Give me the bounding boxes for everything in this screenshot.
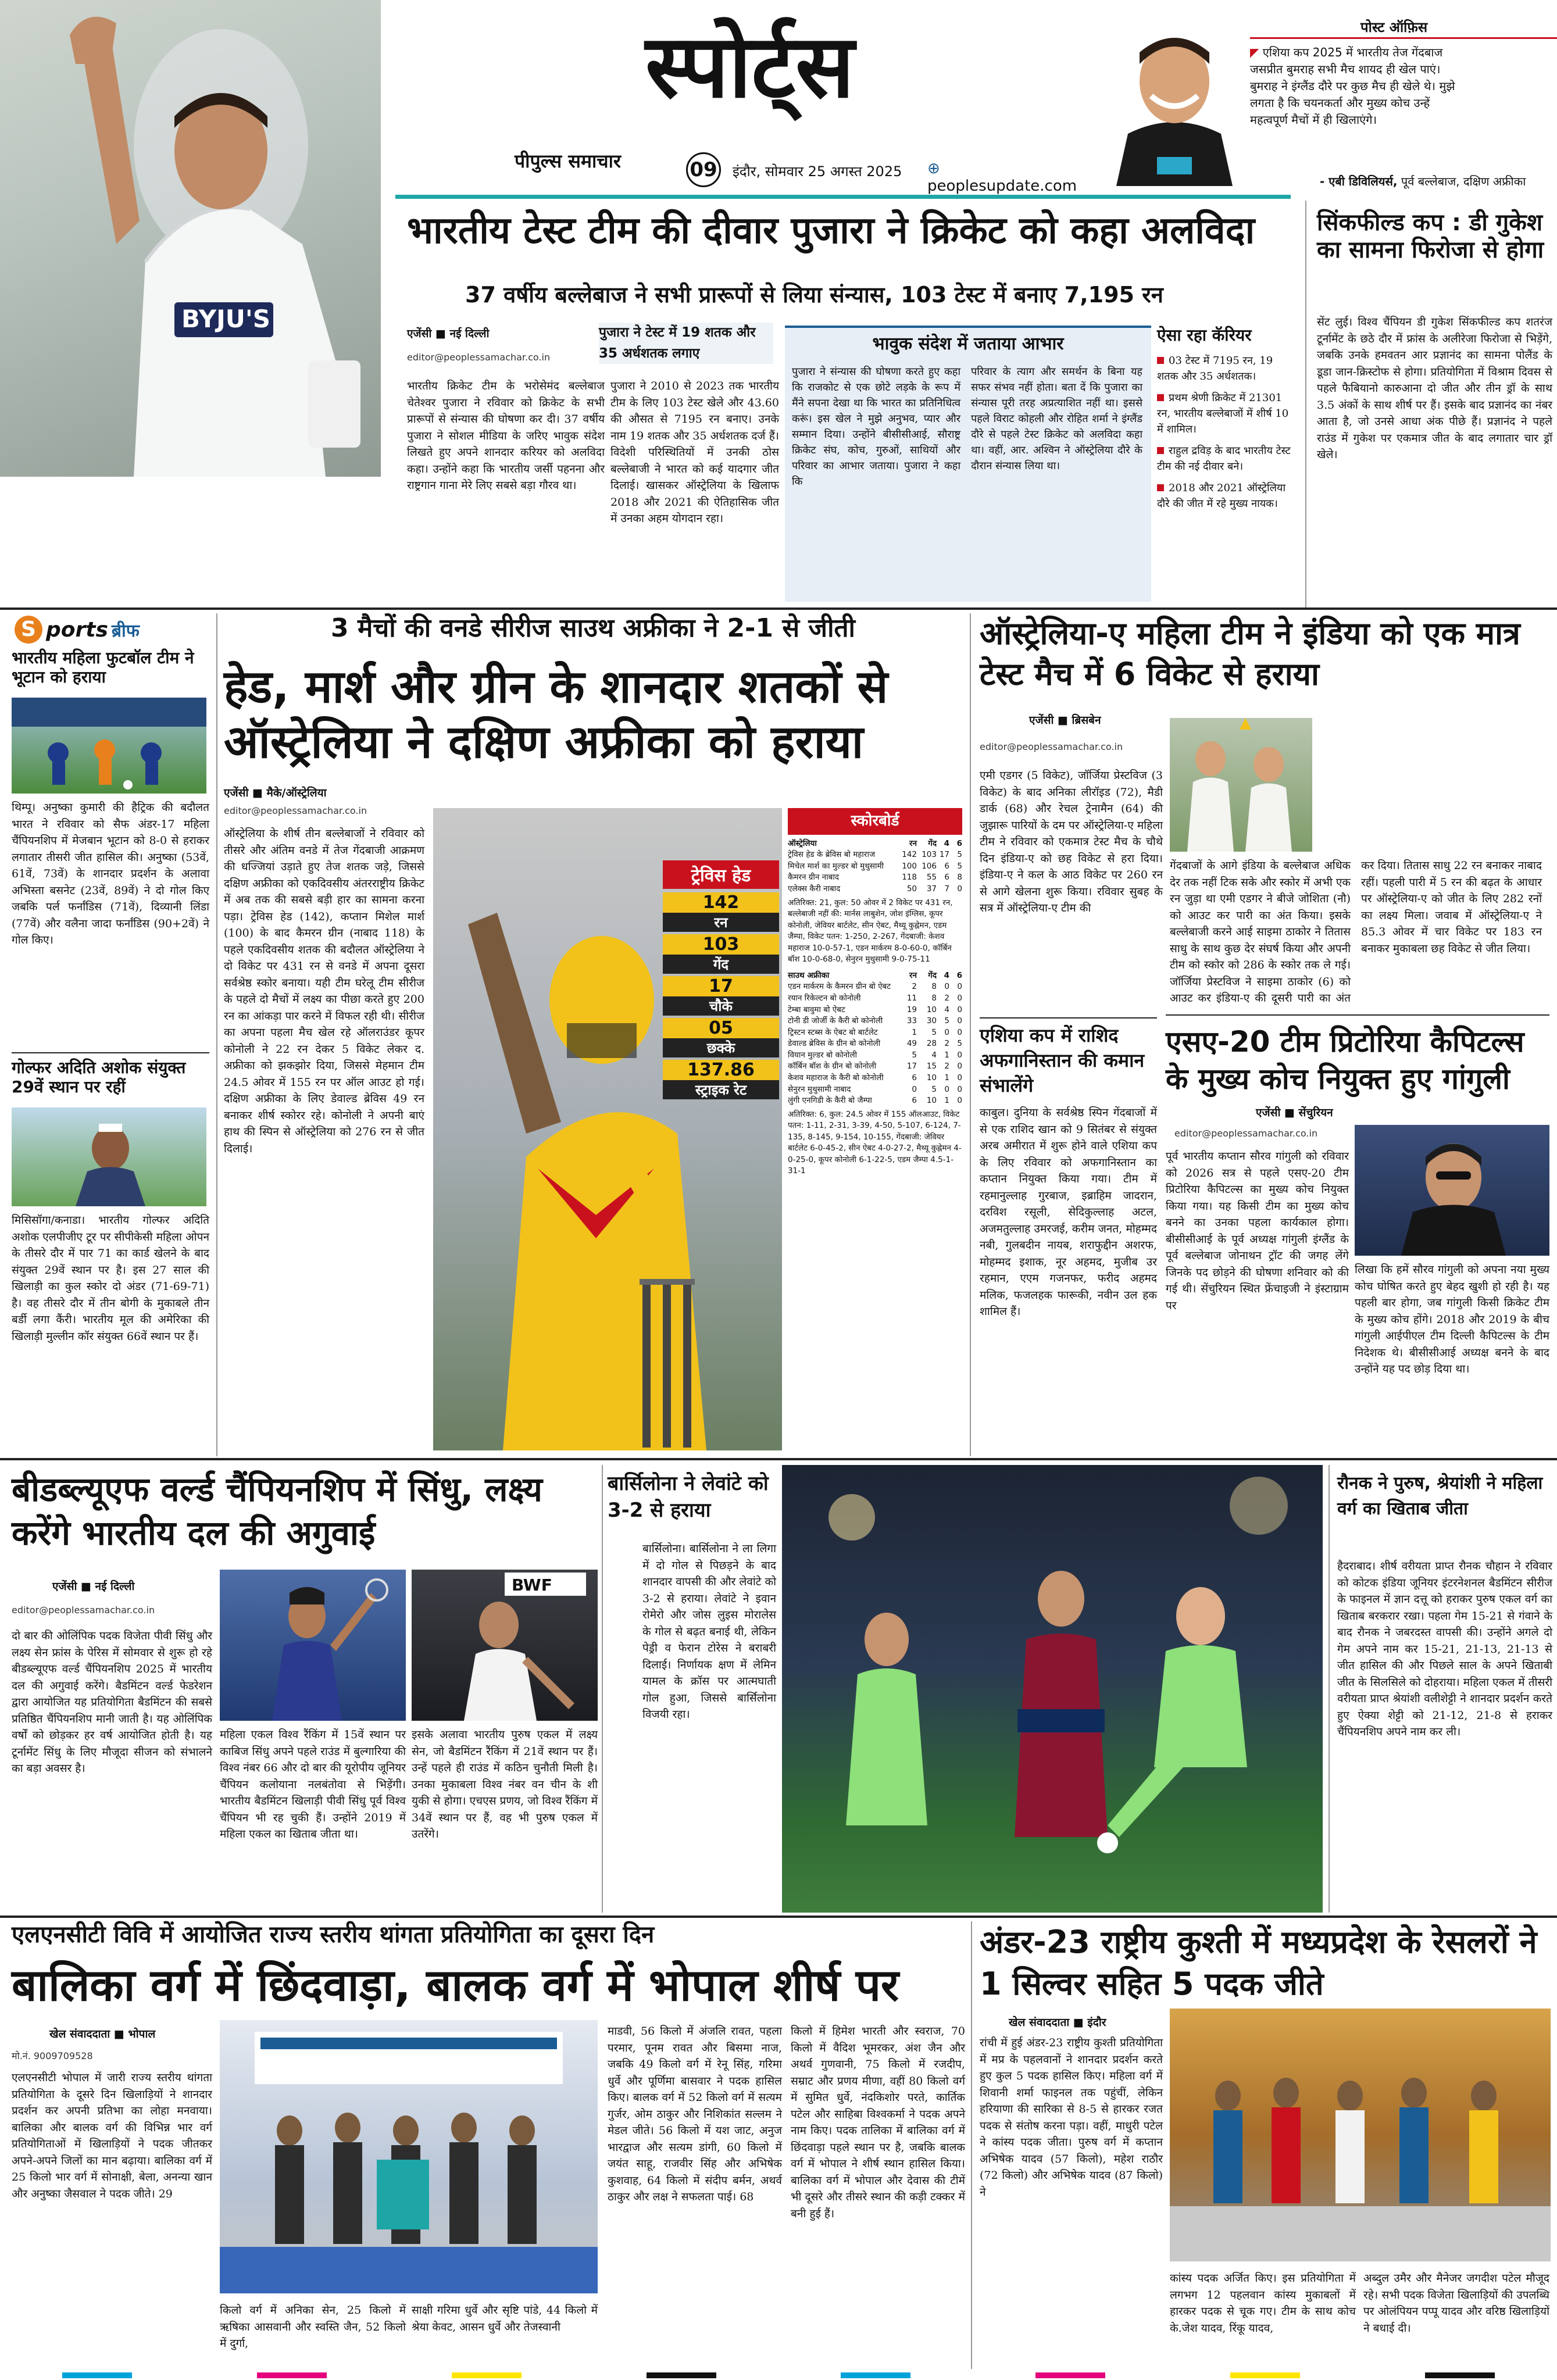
- batsman-stat: 5: [957, 850, 962, 860]
- batsman-stat: 5: [944, 1016, 949, 1026]
- batsman-stat: 15: [926, 1062, 937, 1071]
- sindhu-headline: बीडब्ल्यूएफ वर्ल्ड चैंपियनशिप में सिंधु, लक्ष्य करेंगे भारतीय दल की अगुवाई: [12, 1470, 542, 1553]
- score-extras-southafrica: अतिरिक्त: 6, कुल: 24.5 ओवर में 155 ऑलआउट, विकेट पतन: 1-11, 2-31, 3-39, 4-50, 5-107, 6-124, 7-135, 8-145, 9-154, 10-155, गेंदबाजी: जेवियर बार्टलेट 6-0-45-2, सीन ऐबट 4-0-27-2, मैथ्यू कुह्नेमन 4-0-25-0, कूपर कोनोली 6-1-22-5, एडम जैम्पा 4.5-1-31-1: [788, 1109, 962, 1176]
- website-url: peoplesupdate.com: [927, 177, 1077, 195]
- batsman-stat: 8: [931, 982, 937, 992]
- score-extras-australia: अतिरिक्त: 21, कुल: 50 ओवर में 2 विकेट पर 431 रन, बल्लेबाजी नहीं की: मार्नस लाबुशेन, जोश इंग्लिस, कूपर कोनोली, जेवियर बार्टलेट, सीन ऐबट, मैथ्यू कुह्नेमन, एडम जैम्पा, विकेट पतन: 1-250, 2-267, गेंदबाजी: केशव महाराज 10-0-57-1, एडन मार्करम 8-0-60-0, कॉर्बिन बॉश 10-0-68-0, सेनुरन मुथुसामी 9-0-75-11: [788, 898, 953, 964]
- batsman-stat: 0: [957, 1062, 962, 1071]
- scoreboard-title: स्कोरबोर्ड: [788, 808, 962, 835]
- score-row: [788, 884, 962, 895]
- football-photo: [12, 698, 206, 794]
- column-divider: [216, 613, 217, 1456]
- batsman-stat: 5: [912, 1050, 917, 1060]
- batsman-stat: 30: [926, 1016, 937, 1026]
- sinquefield-headline: सिंकफील्ड कप : डी गुकेश का सामना फिरोजा से होगा: [1317, 209, 1544, 264]
- score-team-row: [788, 838, 962, 850]
- post-office-label: पोस्ट ऑफ़िस: [1360, 19, 1428, 35]
- pujara-stat-head: पुजारा ने टेस्ट में 19 शतक और 35 अर्धशतक लगाए: [599, 323, 773, 364]
- thang-body-1: एलएनसीटी भोपाल में जारी राज्य स्तरीय थांगता प्रतियोगिता के दूसरे दिन खिलाड़ियों ने शानदार प्रदर्शन कर अपनी प्रतिभा का लोहा मनवाया। बालिका और बालक वर्ग की विभिन्न भार वर्ग प्रतियोगिताओं में खिलाड़ियों ने पदक जीतकर अपने-अपने जिलों का मान बढ़ाया। बालिका वर्ग में 25 किलो भार वर्ग में सोनाक्षी, बेला, अनन्या खान और अनुष्का जैसवाल ने पदक जीते। 29: [12, 2071, 212, 2200]
- thang-byline: खेल संवाददाता ■ भोपाल: [49, 2028, 156, 2040]
- batsman-stat: 8: [931, 994, 937, 1003]
- ganguly-body-1: पूर्व भारतीय कप्तान सौरव गांगुली को रविवार को 2026 सत्र से पहले एसए-20 टीम प्रिटोरिया कैपिटल्स का मुख्य कोच नियुक्त किया गया। यह किसी टीम का मुख्य कोच बनने का उनका पहला कार्यकाल होगा। बीसीसीआई के पूर्व अध्यक्ष गांगुली इंग्लैंड के पूर्व बल्लेबाज जोनाथन ट्रॉट की जगह लेंगे जिनके पद छोड़ने की घोषणा शनिवार को की गई थी। सेंचुरियन स्थित फ्रेंचाइजी ने इंस्टाग्राम पर: [1166, 1150, 1349, 1312]
- stat-label: रन: [663, 913, 779, 932]
- odi-headline: हेड, मार्श और ग्रीन के शानदार शतकों से ऑस्ट्रेलिया ने दक्षिण अफ्रीका को हराया: [224, 661, 888, 769]
- pujara-email: editor@peoplessamachar.co.in: [407, 352, 551, 363]
- career-item-text: 03 टेस्ट में 7195 रन, 19 शतक और 35 अर्धशतक।: [1157, 355, 1273, 383]
- post-office-line: जसप्रीत बुमराह सभी मैच शायद ही खेल पाएं।: [1250, 62, 1441, 76]
- pujara-headline: भारतीय टेस्ट टीम की दीवार पुजारा ने क्रिकेट को कहा अलविदा: [407, 209, 1255, 252]
- ganguly-headline: एसए-20 टीम प्रिटोरिया कैपिटल्स के मुख्य कोच नियुक्त हुए गांगुली: [1166, 1025, 1524, 1096]
- batsman-name: डेवाल्ड ब्रेविस के ग्रीन बो कोनोली: [788, 1039, 881, 1049]
- batsman-stat: 17: [906, 1062, 917, 1071]
- bullet-icon: [1157, 447, 1164, 454]
- sindhu-photo: [220, 1570, 406, 1721]
- wrestling-photo: [1170, 2009, 1551, 2261]
- sports-brief-logo: [15, 613, 140, 646]
- top-blue-rule: [395, 195, 1291, 199]
- lakshya-photo: [412, 1570, 598, 1721]
- batsman-stat: 0: [944, 982, 949, 992]
- thang-headline: बालिका वर्ग में छिंदवाड़ा, बालक वर्ग में भोपाल शीर्ष पर: [12, 1959, 899, 2011]
- brief-logo-text: ports: [46, 617, 108, 642]
- page-number: 09: [686, 152, 721, 187]
- batsman-name: केशव महाराज के कैरी बो कोनोली: [788, 1073, 884, 1082]
- odi-byline: एजेंसी ■ मैके/ऑस्ट्रेलिया: [224, 787, 327, 799]
- batsman-stat: 1: [944, 1096, 949, 1106]
- score-row: [788, 861, 962, 873]
- barcelona-photo: [782, 1465, 1323, 1913]
- column-divider: [971, 1921, 972, 2369]
- section-divider: [1166, 1014, 1549, 1016]
- score-row: [788, 1061, 962, 1073]
- stat-label: छक्के: [663, 1038, 779, 1057]
- batsman-stat: 118: [902, 873, 917, 882]
- print-mark: [1035, 2372, 1105, 2378]
- brief-logo-word: ब्रीफ: [111, 620, 140, 641]
- wrestling-body-1: रांची में हुई अंडर-23 राष्ट्रीय कुश्ती प्रतियोगिता में मप्र के पहलवानों ने शानदार प्रदर्शन करते हुए कुल 5 पदक हासिल किए। महिला वर्ग में शिवानी शर्मा फाइनल तक पहुंचीं, लेकिन हरियाणा की सारिका से 8-5 से हारकर रजत पदक से संतोष करना पड़ा। वहीं, माधुरी पटेल ने कांस्य पदक जीता। पुरुष वर्ग में कप्तान अभिषेक यादव (57 किलो), महेश राठौर (72 किलो) और अभिषेक यादव (87 किलो) ने: [980, 2036, 1163, 2199]
- stat-value: 142: [663, 892, 779, 913]
- batsman-stat: 10: [926, 1005, 937, 1014]
- post-office-quote: [1250, 44, 1557, 128]
- score-row: [788, 1005, 962, 1016]
- golfer-photo: [12, 1107, 206, 1206]
- wrestling-body-3: अब्दुल उमैर और मैनेजर जगदीश पटेल मौजूद रहे। सभी पदक विजेता खिलाड़ियों की उपलब्धि पर ओलंपियन पप्पू यादव और वरिष्ठ खिलाड़ियों ने बधाई दी।: [1363, 2272, 1549, 2335]
- batsman-stat: 0: [957, 1050, 962, 1060]
- batsman-name: एडन मार्करम के कैमरन ग्रीन बो ऐबट: [788, 982, 891, 992]
- batsman-stat: 4: [944, 1005, 949, 1014]
- score-row: [788, 1095, 962, 1107]
- stat-label: स्ट्राइक रेट: [663, 1080, 779, 1099]
- career-item: [1157, 353, 1297, 384]
- ganguly-body-2: लिखा कि हमें सौरव गांगुली को अपना नया मुख्य कोच घोषित करते हुए बेहद खुशी हो रही है। यह पहली बार होगा, जब गांगुली किसी क्रिकेट टीम के मुख्य कोच होंगे। 2018 और 2019 के बीच गांगुली आईपीएल टीम दिल्ली कैपिटल्स के टीम निदेशक थे। बीसीसीआई अध्यक्ष बनने के बाद उन्होंने यह पद छोड़ दिया था।: [1355, 1263, 1549, 1375]
- batsman-stat: 106: [922, 861, 937, 871]
- sindhu-body-3: इसके अलावा भारतीय पुरुष एकल में लक्ष्य सेन, जो बैडमिंटन रैंकिंग में 21वें स्थान पर हैं। उन्हें पहले ही राउंड में कठिन चुनौती मिली है। उनका मुकाबला विश्व नंबर वन चीन के शी युकी से होगा। एचएस प्रणय, जो विश्व रैंकिंग में 34वें स्थान पर हैं, वह भी पुरुष एकल में उतरेंगे।: [412, 1728, 598, 1841]
- thang-body-3: साक्षी गरिमा धुर्वे और सृष्टि पांडे, 44 किलो में श्रेया केवट, आसन धुर्वे और तेजस्वानी: [412, 2304, 598, 2333]
- batsman-name: कैमरन ग्रीन नाबाद: [788, 873, 840, 882]
- batsman-stat: 0: [957, 1084, 962, 1094]
- batsman-stat: 5: [931, 1027, 937, 1037]
- svg-text:BWF: BWF: [512, 1575, 552, 1595]
- thang-body-5: किलो में हिमेश भारती और स्वराज, 70 किलो में वैदिश भूमरकर, अंश जैन और अथर्व गुणवानी, 75 किलो में रजदीप, सम्राट और प्रणय मीणा, वहीं 80 किलो वर्ग में सुमित धुर्वे, नंदकिशोर परते, कार्तिक पटेल और साहिबा विश्वकर्मा ने पदक अपने नाम किए। पदक तालिका में बालिका वर्ग में छिंदवाड़ा पहले स्थान पर है, जबकि बालक वर्ग में भोपाल ने शीर्ष स्थान हासिल किया। बालिका वर्ग में भोपाल और देवास की टीमें भी दूसरे और तीसरे स्थान की कड़ी टक्कर में बनी हुई हैं।: [791, 2025, 965, 2220]
- batsman-stat: 19: [906, 1005, 917, 1014]
- batsman-stat: 0: [957, 1073, 962, 1082]
- batsman-name: टेम्बा बावुमा बो ऐबट: [788, 1005, 845, 1014]
- team-name: साउथ अफ्रीका: [788, 970, 830, 980]
- col-head: गेंद: [928, 970, 937, 980]
- batsman-stat: 5: [957, 861, 962, 871]
- print-mark: [452, 2372, 522, 2378]
- sindhu-body-1: दो बार की ओलिंपिक पदक विजेता पीवी सिंधु और लक्ष्य सेन फ्रांस के पेरिस में सोमवार से शुरू हो रहे बीडब्ल्यूएफ वर्ल्ड चैंपियनशिप 2025 में भारतीय दल की अगुवाई करेंगे। बैडमिंटन वर्ल्ड फेडरेशन द्वारा आयोजित यह प्रतियोगिता बैडमिंटन की सबसे प्रतिष्ठित चैंपियनशिप मानी जाती है। यह ओलिंपिक वर्षों को छोड़कर हर वर्ष आयोजित होती है। यह टूर्नामेंट सिंधु के लिए मौजूदा सीजन को संभालने का बड़ा अवसर है।: [12, 1629, 212, 1775]
- score-row: [788, 872, 962, 884]
- barcelona-body: बार्सिलोना। बार्सिलोना ने ला लिगा में दो गोल से पिछड़ने के बाद शानदार वापसी की और लेवांटे को 3-2 से हराया। लेवांटे ने इवान रोमेरो और जोस लुइस मोरालेस के गोल से बढ़त बनाई थी, लेकिन पेड्री व फेरान टोरेस ने बराबरी दिलाई। निर्णायक क्षण में लेमिन यामल के क्रॉस पर आत्मघाती गोल हुआ, जिससे बार्सिलोना विजयी रहा।: [642, 1542, 776, 1721]
- batsman-name: रयान रिकेल्टन बो कोनोली: [788, 994, 861, 1003]
- batsman-name: सेनुरन मुथुसामी नाबाद: [788, 1084, 851, 1094]
- batsman-stat: 0: [957, 1096, 962, 1106]
- post-office-box: [1250, 17, 1557, 198]
- aus-women-body-1: एमी एडगर (5 विकेट), जॉर्जिया प्रेस्टविज (3 विकेट) के बाद अनिका लीरॉइड (72), मैडी डार्क (68) और रेचल ट्रेनामैन (64) की जुझारू पारियों के दम पर ऑस्ट्रेलिया-ए महिला टीम ने रविवार को एकमात्र टेस्ट मैच के चौथे दिन इंडिया-ए को छह विकेट से हरा दिया। इंडिया-ए ने कल के आठ विकेट पर 260 रन से आगे खेलना शुरू किया। रविवार सुबह के सत्र में ऑस्ट्रेलिया-ए टीम की: [980, 769, 1163, 914]
- batsman-stat: 6: [944, 873, 949, 882]
- batsman-name: टोनी डी जोर्जी के कैरी बो कोनोली: [788, 1016, 883, 1026]
- sindhu-email: editor@peoplessamachar.co.in: [12, 1604, 155, 1616]
- devilliers-photo: [1105, 17, 1244, 186]
- pujara-byline: एजेंसी ■ नई दिल्ली: [407, 327, 490, 340]
- score-row: [788, 993, 962, 1005]
- globe-icon: ⊕: [927, 160, 940, 177]
- quote-arrow-icon: ◤: [1250, 45, 1259, 59]
- batsman-stat: 0: [912, 1084, 917, 1094]
- batsman-stat: 55: [926, 873, 937, 882]
- wrestling-byline: खेल संवाददाता ■ इंदौर: [1009, 2016, 1106, 2029]
- career-item-text: राहुल द्रविड़ के बाद भारतीय टेस्ट टीम की नई दीवार बने।: [1157, 445, 1291, 473]
- message-box-head: भावुक संदेश में जताया आभार: [872, 334, 1064, 354]
- column-divider: [1329, 1465, 1330, 1913]
- barcelona-headline: बार्सिलोना ने लेवांटे को 3-2 से हराया: [608, 1472, 769, 1522]
- thang-kicker: एलएनसीटी विवि में आयोजित राज्य स्तरीय थांगता प्रतियोगिता का दूसरा दिन: [12, 1921, 655, 1948]
- batsman-stat: 7: [944, 884, 949, 894]
- stat-value: 17: [663, 976, 779, 996]
- pujara-message-box: [785, 326, 1151, 602]
- attrib-role: पूर्व बल्लेबाज, दक्षिण अफ्रीका: [1401, 174, 1526, 188]
- brief-s-logo: S: [15, 616, 42, 644]
- travis-head-statbox: [663, 860, 779, 1105]
- post-office-line: बुमराह ने इंग्लैंड दौरे पर कुछ मैच ही खेले थे। मुझे: [1250, 79, 1455, 93]
- batsman-stat: 100: [902, 861, 917, 871]
- print-mark: [257, 2372, 327, 2378]
- message-box-text-1: पुजारा ने संन्यास की घोषणा करते हुए कहा कि राजकोट से एक छोटे लड़के के रूप में मैंने सपना देखा था कि भारत का प्रतिनिधित्व करूं। इस खेल ने मुझे अनुभव, प्यार और सम्मान दिया। उन्होंने बीसीसीआई, सौराष्ट्र क्रिकेट संघ, कोच, गुरुओं, साथियों और परिवार का आभार जताया। पुजारा ने कहा कि: [792, 366, 960, 488]
- score-row: [788, 1016, 962, 1027]
- batsman-stat: 2: [912, 982, 917, 992]
- masthead: [395, 0, 1093, 195]
- batsman-stat: 17: [939, 850, 949, 860]
- score-row: [788, 1084, 962, 1096]
- pujara-subhead: 37 वर्षीय बल्लेबाज ने सभी प्रारूपों से लिया संन्यास, 103 टेस्ट में बनाए 7,195 रन: [465, 282, 1163, 308]
- brief-golf-headline: गोल्फर अदिति अशोक संयुक्त 29वें स्थान पर रहीं: [12, 1058, 186, 1097]
- print-color-marks: [0, 2371, 1557, 2380]
- print-mark: [1425, 2372, 1495, 2378]
- batsman-stat: 49: [906, 1039, 917, 1049]
- stat-label: गेंद: [663, 955, 779, 974]
- aus-women-email: editor@peoplessamachar.co.in: [980, 741, 1123, 752]
- stat-player-name: ट्रेविस हेड: [663, 860, 779, 889]
- batsman-stat: 33: [906, 1016, 917, 1026]
- batsman-stat: 10: [926, 1073, 937, 1082]
- stat-label: चौके: [663, 996, 779, 1016]
- section-divider: [980, 1017, 1157, 1019]
- print-mark: [841, 2372, 910, 2378]
- batsman-stat: 37: [926, 884, 937, 894]
- col-head: 6: [956, 838, 962, 848]
- ganguly-email: editor@peoplessamachar.co.in: [1174, 1128, 1318, 1139]
- pujara-photo: [0, 0, 381, 477]
- section-rule: [0, 1458, 1557, 1460]
- post-office-attribution: [1320, 173, 1526, 189]
- batsman-stat: 0: [944, 1027, 949, 1037]
- brief-football-headline: भारतीय महिला फुटबॉल टीम ने भूटान को हराया: [12, 648, 194, 687]
- career-item: [1157, 480, 1297, 512]
- column-divider: [970, 613, 971, 1456]
- batsman-stat: 103: [922, 850, 937, 860]
- dateline: इंदौर, सोमवार 25 अगस्त 2025: [733, 163, 902, 180]
- ganguly-photo: [1355, 1125, 1549, 1256]
- career-item-text: 2018 और 2021 ऑस्ट्रेलिया दौरे की जीत में रहे मुख्य नायक।: [1157, 482, 1286, 510]
- pujara-body-1: भारतीय क्रिकेट टीम के भरोसेमंद बल्लेबाज चेतेश्वर पुजारा ने रविवार को क्रिकेट के सभी प्रारूपों से संन्यास की घोषणा कर दी। 37 वर्षीय पुजारा ने सोशल मीडिया के जरिए भावुक संदेश लिखते हुए अपने शानदार करियर को अलविदा कहा। उन्होंने कहा कि भारतीय जर्सी पहनना और राष्ट्रगान गाना मेरे लिए सबसे बड़ा गौरव था।: [407, 380, 605, 492]
- stat-value: 05: [663, 1018, 779, 1038]
- batsman-name: कॉर्बिन बॉश के ग्रीन बो कोनोली: [788, 1062, 877, 1071]
- batsman-stat: 0: [957, 884, 962, 894]
- batsman-stat: 0: [957, 982, 962, 992]
- print-mark: [1230, 2372, 1300, 2378]
- batsman-stat: 2: [944, 994, 949, 1003]
- col-head: 4: [944, 970, 949, 980]
- bullet-icon: [1157, 484, 1164, 491]
- career-box: [1157, 326, 1297, 602]
- post-office-line: महत्वपूर्ण मैचों में ही खिलाएंगे।: [1250, 113, 1377, 127]
- svg-text:BYJU'S: BYJU'S: [181, 305, 270, 333]
- column-divider: [1305, 201, 1306, 607]
- batsman-stat: 28: [926, 1039, 937, 1049]
- score-row: [788, 1073, 962, 1084]
- attrib-name: - एबी डिविलियर्स,: [1320, 174, 1398, 188]
- odi-body: ऑस्ट्रेलिया के शीर्ष तीन बल्लेबाजों ने रविवार को तीसरे और अंतिम वनडे में तेज गेंदबाजी आक्रमण की धज्जियां उड़ाते हुए तेज शतक जड़े, जिससे दक्षिण अफ्रीका को एकदिवसीय अंतरराष्ट्रीय क्रिकेट में अब तक की सबसे बड़ी हार का सामना करना पड़ा। ट्रेविस हेड (142), कप्तान मिशेल मार्श (100) के बाद कैमरन ग्रीन (नाबाद 118) के पहले एकदिवसीय शतक की बदौलत ऑस्ट्रेलिया ने दो विकेट पर 431 रन से वनडे में अपना दूसरा सर्वश्रेष्ठ स्कोर बनाया। यही टीम घरेलू टीम सीरीज के पहले दो मैचों में लक्ष्य का पीछा करते हुए 200 रन का आंकड़ा पार करने में विफल रही थी। सीरीज का अपना पहला मैच खेल रहे ऑलराउंडर कूपर कोनोली ने 22 रन देकर 5 विकेट लेकर द. अफ्रीका को झकझोर दिया, जिससे मेहमान टीम 24.5 ओवर में 155 रन पर ऑल आउट हो गई। दक्षिण अफ्रीका के लिए डेवाल्ड ब्रेविस 49 रन बनाकर शीर्ष स्कोरर रहे। कोनोली ने अपनी बाएं हाथ की स्पिन से ऑस्ट्रेलिया को 276 रन से जीत दिलाई।: [224, 827, 424, 1155]
- batsman-stat: 6: [912, 1073, 917, 1082]
- batsman-stat: 50: [906, 884, 917, 894]
- batsman-stat: 4: [931, 1050, 937, 1060]
- batsman-stat: 0: [957, 1027, 962, 1037]
- batsman-name: वियान मुल्डर बो कोनोली: [788, 1050, 857, 1060]
- print-mark: [647, 2372, 716, 2378]
- aus-women-byline: एजेंसी ■ ब्रिसबेन: [1029, 714, 1101, 727]
- wrestling-body-2: कांस्य पदक अर्जित किए। इस प्रतियोगिता में लगभग 12 पहलवान कांस्य मुकाबलों में हारकर पदक से चूक गए। टीम के साथ कोच के.जेश यादव, रिंकू यादव,: [1170, 2272, 1356, 2335]
- rashid-body: काबुल। दुनिया के सर्वश्रेष्ठ स्पिन गेंदबाजों में से एक राशिद खान को 9 सितंबर से संयुक्त अरब अमीरात में शुरू होने वाले एशिया कप के लिए रविवार को अफगानिस्तान का कप्तान नियुक्त किया गया। टीम में रहमानुल्लाह गुरबाज, इब्राहिम जादरान, दरविश रसूली, सेदिकुल्लाह अटल, अजमतुल्लाह उमरजई, करीम जनत, मोहम्मद नबी, गुलबदीन नायब, शराफुद्दीन अशरफ, मोहम्मद इशाक, नूर अहमद, मुजीब उर रहमान, एएम गजनफर, फरीद अहमद मलिक, फजलहक फारूकी, नवीन उल हक शामिल हैं।: [980, 1106, 1157, 1318]
- bullet-icon: [1157, 357, 1164, 364]
- pujara-body-2: पुजारा ने 2010 से 2023 तक भारतीय टीम के लिए 103 टेस्ट खेले और 43.60 की औसत से 7195 रन बनाए। उनके नाम 19 शतक और 35 अर्धशतक दर्ज हैं। विदेशी परिस्थितियों में उनकी ठोस बल्लेबाजी ने भारत को कई यादगार जीत दिलाई। खासकर ऑस्ट्रेलिया के खिलाफ 2018 और 2021 की ऐतिहासिक जीत में उनका अहम योगदान रहा।: [610, 380, 779, 525]
- score-row: [788, 1050, 962, 1062]
- score-row: [788, 1038, 962, 1050]
- score-team-row: [788, 970, 962, 982]
- ganguly-byline: एजेंसी ■ सेंचुरियन: [1256, 1106, 1333, 1119]
- batsman-stat: 8: [957, 873, 962, 882]
- batsman-stat: 5: [931, 1084, 937, 1094]
- batsman-stat: 0: [957, 994, 962, 1003]
- batsman-stat: 10: [926, 1096, 937, 1106]
- batsman-name: ट्रिस्टन स्टब्स के ऐबट बो बार्टलेट: [788, 1027, 878, 1037]
- paper-logo: पीपुल्स समाचार: [515, 150, 621, 172]
- section-rule: [0, 607, 1557, 610]
- aus-women-headline: ऑस्ट्रेलिया-ए महिला टीम ने इंडिया को एक मात्र टेस्ट मैच में 6 विकेट से हराया: [980, 615, 1520, 693]
- batsman-stat: 6: [912, 1096, 917, 1106]
- scoreboard: [788, 808, 962, 1453]
- section-rule: [0, 1916, 1557, 1918]
- score-row: [788, 981, 962, 993]
- batsman-stat: 11: [906, 994, 917, 1003]
- career-item: [1157, 390, 1297, 437]
- thang-body-4: माडवी, 56 किलो में अंजलि रावत, पहला परमार, पूनम रावत और बिसमा नाज, जबकि 49 किलो वर्ग में रेनू सिंह, गरिमा धुर्वे और पूर्णिमा बासवार ने पदक हासिल किए। बालक वर्ग में 52 किलो वर्ग में सत्यम गुर्जर, ओम ठाकुर और निशिकांत सल्लम ने मेडल जीते। 56 किलो में यश जाट, अनुज भारद्वाज और सत्यम डांगी, 60 किलो में जयंत साहू, राजवीर सिंह और अभिषेक कुशवाह, 64 किलो में संदीप बर्मन, अथर्व ठाकुर और लक्ष ने सफलता पाई। 68: [608, 2025, 782, 2203]
- masthead-title: स्पोर्ट्स: [645, 16, 855, 117]
- website: [927, 160, 1093, 195]
- lakshya-headline: रौनक ने पुरुष, श्रेयांशी ने महिला वर्ग का खिताब जीता: [1337, 1473, 1543, 1519]
- col-head: गेंद: [928, 838, 937, 848]
- sindhu-body-2: महिला एकल विश्व रैंकिंग में 15वें स्थान पर काबिज सिंधु अपने पहले राउंड में बुल्गारिया की विश्व नंबर 66 और दो बार की यूरोपीय जूनियर चैंपियन कलोयाना नलबंतोवा से भिड़ेंगी। भारतीय बैडमिंटन खिलाड़ी पीवी सिंधु पूर्व विश्व चैंपियन भी रह चुकी हैं। उन्होंने 2019 में महिला एकल का खिताब जीता था।: [220, 1728, 406, 1841]
- score-row: [788, 849, 962, 861]
- score-row: [788, 1027, 962, 1039]
- score-rows-australia: [788, 849, 962, 895]
- print-mark: [62, 2372, 132, 2378]
- col-head: रन: [909, 970, 917, 980]
- batsman-stat: 6: [944, 861, 949, 871]
- lakshya-body: हैदराबाद। शीर्ष वरीयता प्राप्त रौनक चौहान ने रविवार को कोटक इंडिया जूनियर इंटरनेशनल बैडमिंटन सीरीज के फाइनल में ज्ञान दत्तू को हराकर पुरुष एकल वर्ग का खिताब बरकरार रखा। पहला गेम 15-21 से गंवाने के बाद रौनक ने जबरदस्त वापसी की। उन्होंने अगले दो गेम अपने नाम कर 15-21, 21-13, 21-13 से जीत हासिल की और पिछले साल के अपने खिताबी जीत के सिलसिले को दोहराया। महिला एकल में तीसरी वरीयता प्राप्त श्रेयांशी वलीशेट्टी ने शानदार प्रदर्शन करते हुए ऐक्या शेट्टी को 21-12, 21-8 से हराकर चैंपियनशिप अपने नाम कर ली।: [1337, 1560, 1552, 1738]
- career-head: ऐसा रहा कॅरियर: [1157, 326, 1252, 345]
- message-box-text-2: परिवार के त्याग और समर्थन के बिना यह सफर संभव नहीं होता। बता दें कि पुजारा का संन्यास पूरी तरह अप्रत्याशित नहीं था। इससे पहले विराट कोहली और रोहित शर्मा ने इंग्लैंड दौरे से पहले टेस्ट क्रिकेट को अलविदा कहा था। वहीं, आर. अश्विन ने ऑस्ट्रेलिया दौरे के दौरान संन्यास लिया था।: [971, 366, 1142, 472]
- batsman-stat: 1: [944, 1073, 949, 1082]
- sinquefield-body: सेंट लुई। विश्व चैंपियन डी गुकेश सिंकफील्ड कप शतरंज टूर्नामेंट के छठे दौर में फ्रांस के अलीरेजा फिरोजा से भिड़ेंगे, जबकि उनके हमवतन आर प्रज्ञानंद का सामना पोलैंड के डूडा जान-क्रिस्टोफ से होगा। प्रतियोगिता में विश्राम दिवस से पहले फैबियानो कारुआना दो जीत और तीन ड्रॉ के साथ 3.5 अंकों के साथ शीर्ष पर हैं। इसके बाद प्रज्ञानंद का नंबर आता है, जो उनसे आधा अंक पीछे हैं। प्रज्ञानंद ने पहले राउंड में गुकेश पर एकमात्र जीत के बाद लगातार चार ड्रॉ खेले।: [1317, 316, 1552, 461]
- batsman-stat: 142: [902, 850, 917, 860]
- bullet-icon: [1157, 394, 1164, 401]
- batsman-stat: 1: [944, 1050, 949, 1060]
- stat-value: 137.86: [663, 1060, 779, 1080]
- batsman-stat: 1: [912, 1027, 917, 1037]
- batsman-stat: 0: [957, 1016, 962, 1026]
- career-item: [1157, 443, 1297, 474]
- brief-divider: [12, 1052, 209, 1053]
- brief-football-body: थिम्पू। अनुष्का कुमारी की हैट्रिक की बदौलत भारत ने रविवार को सैफ अंडर-17 महिला चैंपियनशिप में मेजबान भूटान को 8-0 से हराकर लगातार तीसरी जीत हासिल की। अनुष्का (53वें, 61वें, 73वें) के शानदार प्रदर्शन के अलावा अभिस्ता बसनेट (23वें, 89वें) ने दो गोल किए जबकि पर्ल फर्नांडिस (71वें), दिव्यानी लिंडा (77वें) और वलैना जादा फर्नांडिस (90+2वें) ने गोल किए।: [12, 801, 209, 946]
- brief-golf-body: मिसिसॉगा/कनाडा। भारतीय गोल्फर अदिति अशोक एलपीजीए टूर पर सीपीकेसी महिला ओपन के तीसरे दौर में पार 71 का कार्ड खेलने के बाद संयुक्त 29वें स्थान पर है। इस 27 साल की खिलाड़ी का कुल स्कोर दो अंडर (71-69-71) है। वह तीसरे दौर में तीन बोगी के मुकाबले तीन बर्डी लगा कैंरी। भारतीय मूल की अमेरिका की खिलाड़ी मुल्लीन कॉर संयुक्त 66वें स्थान पर हैं।: [12, 1214, 209, 1343]
- team-name: ऑस्ट्रेलिया: [788, 838, 817, 848]
- career-item-text: प्रथम श्रेणी क्रिकेट में 21301 रन, भारतीय बल्लेबाजों में शीर्ष 10 में शामिल।: [1157, 392, 1289, 436]
- aus-women-photo: [1170, 718, 1312, 852]
- aus-women-body-2: गेंदबाजों के आगे इंडिया के बल्लेबाज अधिक देर तक नहीं टिक सके और स्कोर में अभी एक रन जुड़ा था एमी एडगर ने बीजे जोशिता (नौ) को आउट कर पारी का अंत किया। इसके बल्लेबाजी करने आई साइमा ठाकोर ने तितास साधु के साथ कुछ देर संघर्ष किया और अपनी टीम को स्कोर को 286 के स्कोर तक ले गई। जॉर्जिया प्रेस्टविज ने साइमा ठाकोर (6) को आउट कर इंडिया-ए की दूसरी पारी का अंत कर दिया। तितास साधु 22 रन बनाकर नाबाद रहीं। पहली पारी में 5 रन की बढ़त के आधार पर ऑस्ट्रेलिया-ए को जीत के लिए 282 रनों का लक्ष्य मिला। जवाब में ऑस्ट्रेलिया-ए ने 85.3 ओवर में चार विकेट पर 183 रन बनाकर मुकाबला छह विकेट से जीत लिया।: [1170, 859, 1542, 1005]
- odi-kicker: 3 मैचों की वनडे सीरीज साउथ अफ्रीका ने 2-1 से जीती: [331, 613, 855, 643]
- wrestling-headline: अंडर-23 राष्ट्रीय कुश्ती में मध्यप्रदेश के रेसलरों ने 1 सिल्वर सहित 5 पदक जीते: [980, 1924, 1537, 2002]
- batsman-name: ट्रेविस हेड के ब्रेविस बो महाराज: [788, 850, 875, 860]
- batsman-stat: 2: [944, 1062, 949, 1071]
- column-divider: [602, 1465, 603, 1913]
- sindhu-byline: एजेंसी ■ नई दिल्ली: [52, 1580, 135, 1593]
- batsman-name: एलेक्स कैरी नाबाद: [788, 884, 841, 894]
- col-head: रन: [909, 838, 917, 848]
- post-office-rule: [1250, 37, 1557, 39]
- thang-group-photo: [220, 2020, 598, 2293]
- batsman-name: लुंगी एनगिडी के कैरी बो जैम्पा: [788, 1096, 872, 1106]
- col-head: 6: [956, 970, 962, 980]
- post-office-line: एशिया कप 2025 में भारतीय तेज गेंदबाज: [1262, 45, 1443, 59]
- thang-phone: मो.नं. 9009709528: [12, 2050, 93, 2061]
- score-rows-southafrica: [788, 981, 962, 1106]
- batsman-stat: 0: [957, 1005, 962, 1014]
- rashid-headline: एशिया कप में राशिद अफगानिस्तान की कमान संभालेंगे: [980, 1024, 1145, 1097]
- post-office-line: लगता है कि चयनकर्ता और मुख्य कोच उन्हें: [1250, 96, 1430, 110]
- stat-value: 103: [663, 934, 779, 955]
- batsman-stat: 5: [957, 1039, 962, 1049]
- batsman-name: मिचेल मार्श का मुल्डर बो मुथुसामी: [788, 861, 884, 871]
- col-head: 4: [944, 838, 949, 848]
- odi-email: editor@peoplessamachar.co.in: [224, 805, 367, 816]
- batsman-stat: 0: [944, 1084, 949, 1094]
- thang-body-2: किलो वर्ग में अनिका सेन, 25 किलो में ऋषिका आसवानी और स्वस्ति जैन, 52 किलो में दुर्गा,: [220, 2304, 406, 2350]
- batsman-stat: 2: [944, 1039, 949, 1049]
